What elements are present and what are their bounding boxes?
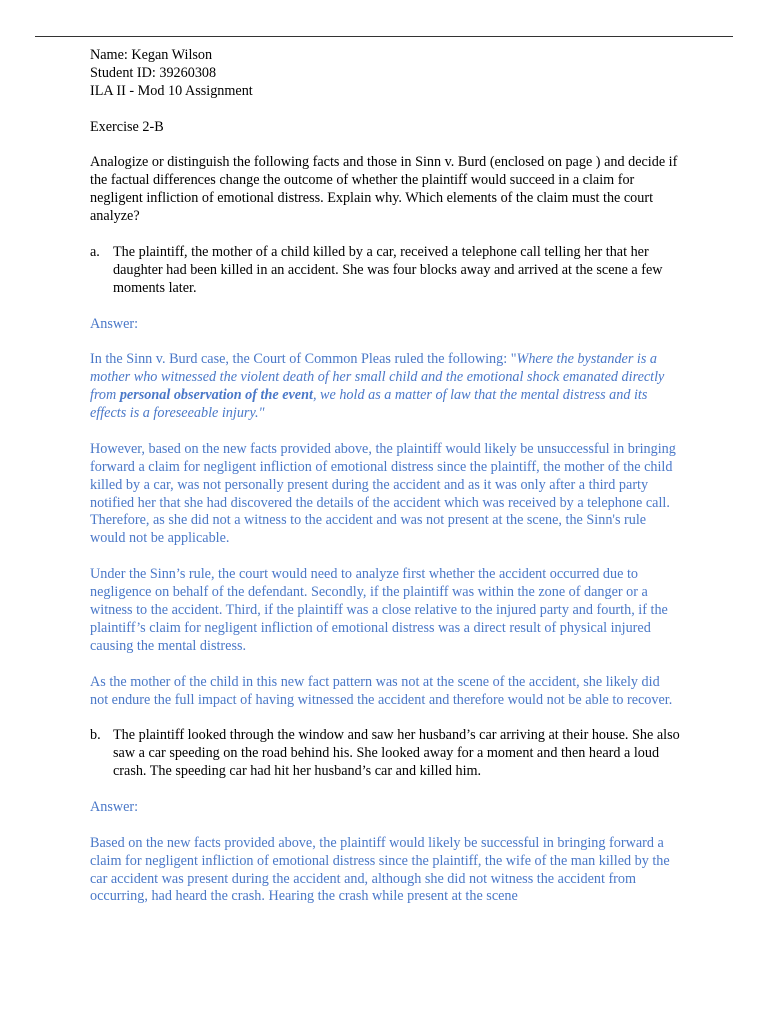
question-a-text: The plaintiff, the mother of a child killed by a car, received a telephone call telling her that her daughter had been killed in an accident. She was four blocks away and arrived at the scene a few moments later. [113,243,663,296]
answer-a-paragraph-2: However, based on the new facts provided above, the plaintiff would likely be unsuccessful in bringing forward a claim for negligent infliction of emotional distress since the plaintiff, the mother of the child killed by a car, was not personally present during the accident and as it was only after a third party notified her that she had discovered the details of the accident which was received by a telephone call. Therefore, as she did not a witness to the accident and was not present at the scene, the Sinn's rule would not be applicable. [90,440,676,547]
answer-a-quote-part-2: , we hold as a matter of law that the mental distress and its effects is a foreseeable injury." [90,387,648,422]
question-b-text: The plaintiff looked through the window and saw her husband’s car arriving at their house. She also saw a car speeding on the road behind his. She looked away for a moment and then heard a loud crash. The speeding car had hit her husband’s car and killed him. [113,727,680,780]
question-b [90,727,680,781]
course-title: ILA II - Mod 10 Assignment [90,82,253,99]
student-id: Student ID: 39260308 [90,64,217,81]
question-b-marker: b. [90,727,101,744]
student-name: Name: Kegan Wilson [90,47,213,63]
document-body [90,47,680,906]
answer-a-quote-bold: personal observation of the event [119,387,313,404]
exercise-title: Exercise 2-B [90,118,164,135]
answer-a-paragraph-1 [90,351,680,423]
answer-a-quote-part-1: Where the bystander is a mother who witnessed the violent death of her small child and the emotional shock emanated directly from [90,351,665,404]
answer-a-paragraph-4: As the mother of the child in this new fact pattern was not at the scene of the accident, she likely did not endure the full impact of having witnessed the accident and therefore would not be able to recover. [90,673,673,708]
answer-b-label: Answer: [90,798,139,815]
answer-b-paragraph-1: Based on the new facts provided above, the plaintiff would likely be successful in bringing forward a claim for negligent infliction of emotional distress since the plaintiff, the wife of the man killed by the car accident was present during the accident and, although she did not witness the accident from occurring, had heard the crash. Hearing the crash while present at the scene [90,834,670,905]
question-a [90,244,680,298]
exercise-prompt: Analogize or distinguish the following facts and those in Sinn v. Burd (enclosed on page ) and decide if the factual differences change the outcome of whether the plaintiff would succeed in a claim for negligent infliction of emotional distress. Explain why. Which elements of the claim must the court analyze? [90,154,678,225]
answer-a-label: Answer: [90,315,139,332]
question-a-marker: a. [90,243,100,260]
answer-a-lead: In the Sinn v. Burd case, the Court of Common Pleas ruled the following: " [90,351,517,368]
header-rule [35,36,733,37]
answer-a-paragraph-3: Under the Sinn’s rule, the court would need to analyze first whether the accident occurred due to negligence on behalf of the defendant. Secondly, if the plaintiff was within the zone of danger or a witness to the accident. Third, if the plaintiff was a close relative to the injured party and fourth, if the plaintiff’s claim for negligent infliction of emotional distress was a direct result of physical injured causing the mental distress. [90,566,668,654]
